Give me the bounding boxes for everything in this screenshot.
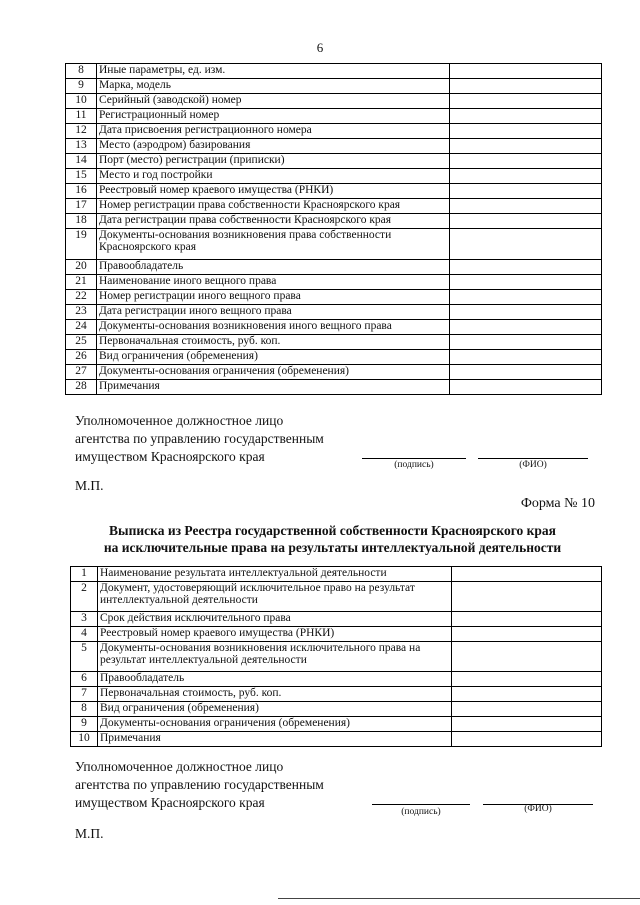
row-label: Примечания — [97, 380, 450, 395]
table-row — [66, 229, 602, 260]
value-cell — [452, 702, 602, 717]
row-number: 10 — [66, 94, 97, 109]
form-title-line: Выписка из Реестра государственной собственности Красноярского края — [109, 523, 556, 538]
value-cell — [450, 260, 602, 275]
row-number: 15 — [66, 169, 97, 184]
value-cell — [452, 627, 602, 642]
value-cell — [450, 365, 602, 380]
row-label: Примечания — [98, 732, 452, 747]
value-cell — [450, 94, 602, 109]
table-row — [66, 64, 602, 79]
row-number: 10 — [71, 732, 98, 747]
table-row — [66, 154, 602, 169]
table-row — [66, 380, 602, 395]
value-cell — [450, 290, 602, 305]
value-cell — [450, 229, 602, 260]
table-row — [66, 305, 602, 320]
row-number: 24 — [66, 320, 97, 335]
table-row — [66, 124, 602, 139]
official-title-line: агентства по управлению государственным — [75, 777, 324, 792]
form-title-line: на исключительные права на результаты интеллектуальной деятельности — [103, 540, 562, 555]
row-label: Документы-основания ограничения (обременения) — [98, 717, 452, 732]
signature-caption: (подпись) — [401, 807, 441, 817]
value-cell — [452, 567, 602, 582]
row-number: 28 — [66, 380, 97, 395]
row-label: Порт (место) регистрации (приписки) — [97, 154, 450, 169]
table-row — [66, 139, 602, 154]
table-row — [71, 627, 602, 642]
row-label: Реестровый номер краевого имущества (РНКИ) — [97, 184, 450, 199]
value-cell — [450, 154, 602, 169]
row-number: 17 — [66, 199, 97, 214]
row-label: Наименование результата интеллектуальной деятельности — [98, 567, 452, 582]
row-number: 9 — [71, 717, 98, 732]
row-number: 20 — [66, 260, 97, 275]
page-number: 6 — [316, 40, 324, 55]
table-row — [71, 567, 602, 582]
row-label: Первоначальная стоимость, руб. коп. — [97, 335, 450, 350]
row-number: 23 — [66, 305, 97, 320]
stamp-placeholder: М.П. — [75, 478, 104, 493]
table-row — [71, 582, 602, 612]
table-row — [66, 290, 602, 305]
row-number: 18 — [66, 214, 97, 229]
page-bottom-rule — [278, 898, 640, 899]
row-label: Серийный (заводской) номер — [97, 94, 450, 109]
row-label: Марка, модель — [97, 79, 450, 94]
row-label: Иные параметры, ед. изм. — [97, 64, 450, 79]
value-cell — [452, 687, 602, 702]
row-label: Наименование иного вещного права — [97, 275, 450, 290]
row-number: 7 — [71, 687, 98, 702]
table-row — [66, 184, 602, 199]
value-cell — [450, 79, 602, 94]
official-title-line: Уполномоченное должностное лицо — [75, 413, 284, 428]
official-title-line: имуществом Красноярского края — [75, 795, 265, 810]
stamp-placeholder: М.П. — [75, 826, 104, 841]
row-number: 22 — [66, 290, 97, 305]
row-label: Регистрационный номер — [97, 109, 450, 124]
row-number: 9 — [66, 79, 97, 94]
row-label: Вид ограничения (обременения) — [98, 702, 452, 717]
table-row — [66, 79, 602, 94]
official-title-line: имуществом Красноярского края — [75, 449, 265, 464]
row-number: 14 — [66, 154, 97, 169]
table-row — [71, 702, 602, 717]
row-number: 19 — [66, 229, 97, 260]
value-cell — [450, 184, 602, 199]
row-label: Первоначальная стоимость, руб. коп. — [98, 687, 452, 702]
table-row — [71, 612, 602, 627]
value-cell — [450, 275, 602, 290]
row-label: Реестровый номер краевого имущества (РНКИ) — [98, 627, 452, 642]
row-label: Документы-основания возникновения исключительного права на результат интеллектуальной деятельности — [98, 642, 452, 672]
row-number: 5 — [71, 642, 98, 672]
value-cell — [450, 305, 602, 320]
value-cell — [450, 64, 602, 79]
value-cell — [452, 642, 602, 672]
row-number: 4 — [71, 627, 98, 642]
row-label: Дата регистрации права собственности Красноярского края — [97, 214, 450, 229]
row-label: Вид ограничения (обременения) — [97, 350, 450, 365]
value-cell — [452, 612, 602, 627]
name-caption: (ФИО) — [519, 460, 547, 470]
row-label: Документ, удостоверяющий исключительное право на результат интеллектуальной деятельности — [98, 582, 452, 612]
row-number: 25 — [66, 335, 97, 350]
table-row — [66, 320, 602, 335]
name-line — [478, 458, 588, 459]
value-cell — [452, 732, 602, 747]
value-cell — [450, 169, 602, 184]
row-label: Срок действия исключительного права — [98, 612, 452, 627]
official-title-block — [75, 758, 324, 812]
ip-rights-table — [70, 566, 602, 747]
row-number: 26 — [66, 350, 97, 365]
table-row — [66, 335, 602, 350]
row-label: Документы-основания ограничения (обременения) — [97, 365, 450, 380]
table-row — [71, 672, 602, 687]
row-label: Номер регистрации права собственности Красноярского края — [97, 199, 450, 214]
signature-caption: (подпись) — [394, 460, 434, 470]
table-row — [71, 732, 602, 747]
table-row — [71, 717, 602, 732]
value-cell — [450, 139, 602, 154]
row-label: Правообладатель — [97, 260, 450, 275]
table-row — [66, 214, 602, 229]
form-number: Форма № 10 — [520, 496, 595, 511]
row-number: 8 — [71, 702, 98, 717]
signature-line — [362, 458, 466, 459]
row-number: 2 — [71, 582, 98, 612]
official-title-line: агентства по управлению государственным — [75, 431, 324, 446]
row-number: 16 — [66, 184, 97, 199]
value-cell — [450, 350, 602, 365]
table-row — [66, 275, 602, 290]
row-label: Дата присвоения регистрационного номера — [97, 124, 450, 139]
value-cell — [450, 335, 602, 350]
row-number: 8 — [66, 64, 97, 79]
form-title — [60, 522, 605, 556]
row-label: Место и год постройки — [97, 169, 450, 184]
row-number: 1 — [71, 567, 98, 582]
value-cell — [450, 124, 602, 139]
table-row — [66, 169, 602, 184]
table-row — [71, 642, 602, 672]
table-row — [71, 687, 602, 702]
row-number: 21 — [66, 275, 97, 290]
value-cell — [452, 717, 602, 732]
value-cell — [450, 109, 602, 124]
name-caption: (ФИО) — [524, 804, 552, 814]
row-label: Документы-основания возникновения права собственности Красноярского края — [97, 229, 450, 260]
value-cell — [450, 214, 602, 229]
row-number: 12 — [66, 124, 97, 139]
registry-table-continued — [65, 63, 602, 395]
value-cell — [450, 199, 602, 214]
row-label: Документы-основания возникновения иного вещного права — [97, 320, 450, 335]
row-label: Правообладатель — [98, 672, 452, 687]
row-number: 6 — [71, 672, 98, 687]
row-number: 11 — [66, 109, 97, 124]
row-label: Место (аэродром) базирования — [97, 139, 450, 154]
row-number: 27 — [66, 365, 97, 380]
signature-line — [372, 804, 470, 805]
row-number: 3 — [71, 612, 98, 627]
table-row — [66, 94, 602, 109]
official-title-block — [75, 412, 324, 466]
row-label: Дата регистрации иного вещного права — [97, 305, 450, 320]
row-number: 13 — [66, 139, 97, 154]
table-row — [66, 109, 602, 124]
table-row — [66, 199, 602, 214]
value-cell — [450, 380, 602, 395]
row-label: Номер регистрации иного вещного права — [97, 290, 450, 305]
table-row — [66, 365, 602, 380]
value-cell — [452, 672, 602, 687]
table-row — [66, 260, 602, 275]
official-title-line: Уполномоченное должностное лицо — [75, 759, 284, 774]
value-cell — [452, 582, 602, 612]
value-cell — [450, 320, 602, 335]
table-row — [66, 350, 602, 365]
